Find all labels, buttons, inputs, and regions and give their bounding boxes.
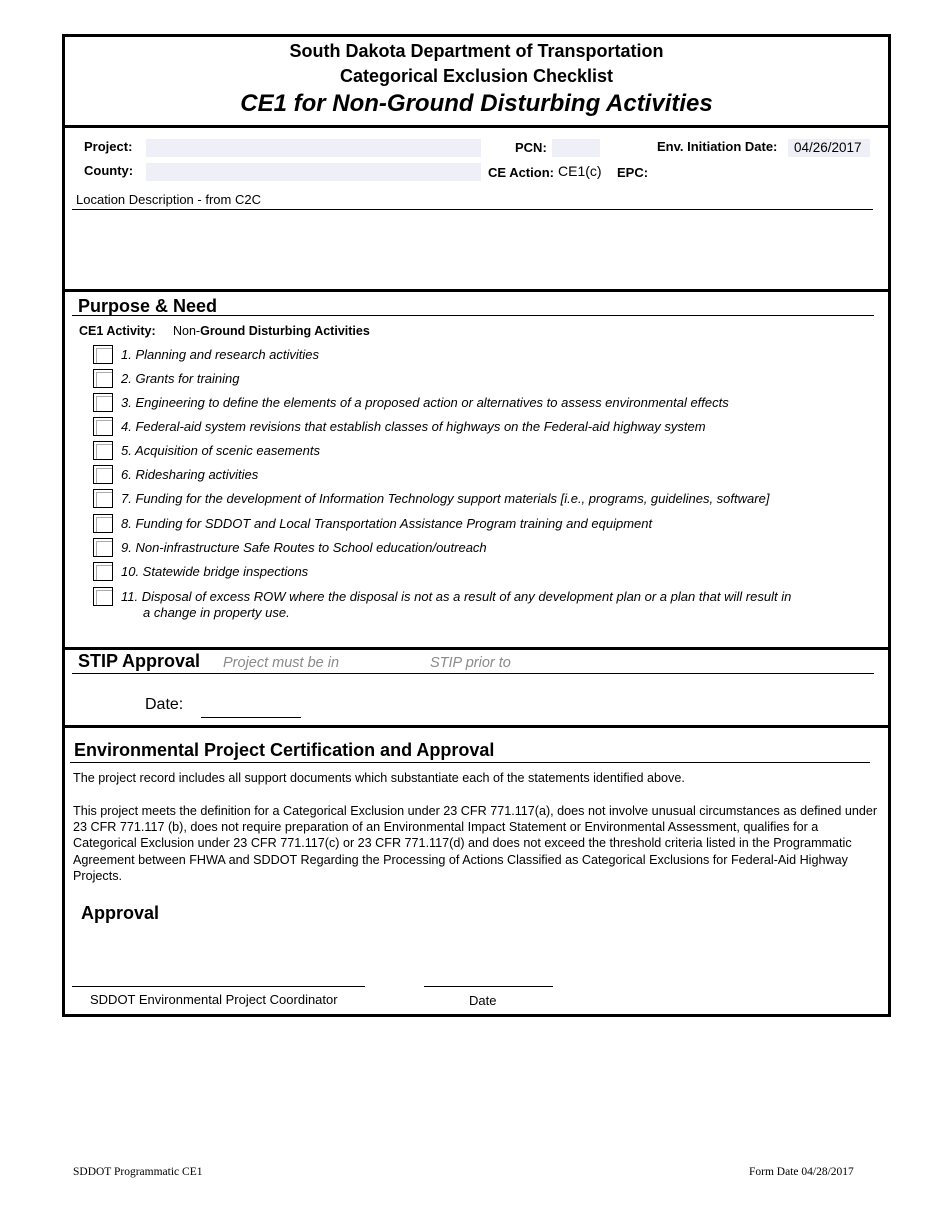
certification-underline — [70, 762, 870, 763]
ce1-activity-label: CE1 Activity: — [79, 324, 156, 338]
activity-item-9: 9. Non-infrastructure Safe Routes to School education/outreach — [121, 540, 487, 555]
activity-item-8: 8. Funding for SDDOT and Local Transportation Assistance Program training and equipment — [121, 516, 653, 531]
checkbox-10[interactable] — [93, 562, 113, 581]
stip-approval-title: STIP Approval — [78, 651, 201, 671]
env-date-label: Env. Initiation Date: — [657, 139, 778, 154]
county-field[interactable] — [146, 163, 481, 181]
stip-underline — [72, 673, 874, 674]
location-description-label: Location Description - from C2C — [76, 192, 261, 207]
ce-action-label: CE Action: — [488, 165, 554, 180]
header-title-line3: CE1 for Non-Ground Disturbing Activities — [240, 90, 713, 117]
ce-action-value: CE1(c) — [558, 163, 602, 179]
footer-right: Form Date 04/28/2017 — [749, 1166, 854, 1178]
signer-label: SDDOT Environmental Project Coordinator — [90, 992, 338, 1007]
stip-date-label: Date: — [145, 696, 184, 713]
stip-note-1: Project must be in — [223, 655, 340, 671]
project-label: Project: — [84, 139, 133, 154]
epc-label: EPC: — [617, 165, 649, 180]
checkbox-11[interactable] — [93, 587, 113, 606]
purpose-need-title: Purpose & Need — [78, 296, 218, 316]
checkbox-1[interactable] — [93, 345, 113, 364]
header-title-line1: South Dakota Department of Transportation — [289, 41, 664, 61]
approval-date-label: Date — [469, 993, 497, 1008]
certification-paragraph-1: The project record includes all support documents which substantiate each of the statements identified above. — [73, 771, 685, 785]
checkbox-5[interactable] — [93, 441, 113, 460]
checkbox-2[interactable] — [93, 369, 113, 388]
location-description-field[interactable] — [72, 212, 873, 284]
footer-left: SDDOT Programmatic CE1 — [73, 1166, 203, 1178]
signature-line[interactable] — [72, 986, 365, 987]
purpose-need-underline — [72, 315, 874, 316]
pcn-field[interactable] — [552, 139, 600, 157]
location-underline — [72, 209, 873, 210]
activity-item-2: 2. Grants for training — [121, 371, 240, 386]
ce1-activity-value — [173, 324, 370, 338]
checkbox-7[interactable] — [93, 489, 113, 508]
ce1-activity-name: Ground Disturbing Activities — [200, 324, 370, 338]
activity-item-11: 11. Disposal of excess ROW where the disposal is not as a result of any development plan or a plan that will result in — [121, 589, 792, 604]
checkbox-3[interactable] — [93, 393, 113, 412]
stip-note-2: STIP prior to — [430, 655, 511, 671]
pcn-label: PCN: — [515, 140, 547, 155]
checkbox-6[interactable] — [93, 465, 113, 484]
activity-item-10: 10. Statewide bridge inspections — [121, 564, 309, 579]
project-field[interactable] — [146, 139, 481, 157]
activity-item-3: 3. Engineering to define the elements of a proposed action or alternatives to assess environmental effects — [121, 395, 729, 410]
env-date-value: 04/26/2017 — [794, 140, 862, 155]
county-label: County: — [84, 163, 134, 178]
stip-date-field[interactable] — [201, 717, 301, 718]
checkbox-9[interactable] — [93, 538, 113, 557]
header-title-line2: Categorical Exclusion Checklist — [339, 66, 614, 86]
activity-item-11-continued: a change in property use. — [143, 605, 290, 620]
activity-item-1: 1. Planning and research activities — [121, 347, 320, 362]
certification-title: Environmental Project Certification and Approval — [74, 740, 495, 760]
activity-item-6: 6. Ridesharing activities — [121, 467, 259, 482]
checkbox-8[interactable] — [93, 514, 113, 533]
approval-title: Approval — [81, 903, 160, 923]
activity-item-4: 4. Federal-aid system revisions that establish classes of highways on the Federal-aid highway system — [121, 419, 706, 434]
approval-date-line[interactable] — [424, 986, 553, 987]
checkbox-4[interactable] — [93, 417, 113, 436]
ce1-activity-prefix: Non- — [173, 324, 201, 338]
env-date-field[interactable] — [788, 139, 870, 157]
certification-paragraph-2: This project meets the definition for a Categorical Exclusion under 23 CFR 771.117(a), does not involve unusual circumstances as defined under 23 CFR 771.117 (b), does not require preparation of an Environmental Impact Statement or Environmental Assessment, qualifies for a Categorical Exclusion under 23 CFR 771.117(c) or 23 CFR 771.117(d) and does not exceed the threshold criteria listed in the Programmatic Agreement between FHWA and SDDOT Regarding the Processing of Actions Classified as Categorical Exclusions for Federal-Aid Highway Projects. — [73, 804, 878, 883]
activity-item-7: 7. Funding for the development of Information Technology support materials [i.e., programs, guidelines, software] — [121, 491, 770, 506]
activity-item-5: 5. Acquisition of scenic easements — [121, 443, 320, 458]
